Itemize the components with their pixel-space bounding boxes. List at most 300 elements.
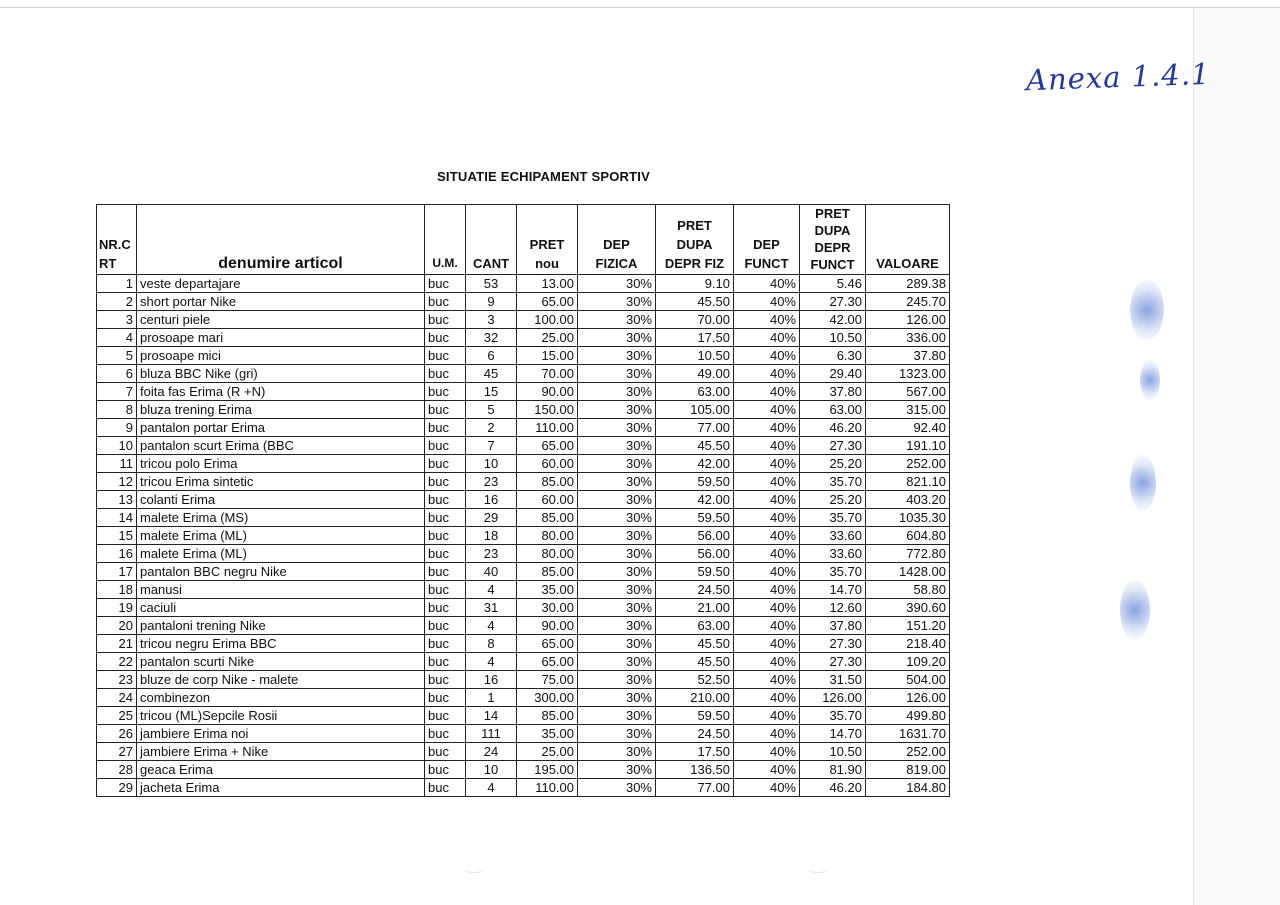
- equipment-table: [96, 204, 950, 797]
- row-pret-dupa-depr-fiz: 56.00: [656, 545, 734, 563]
- table-row: [97, 455, 950, 473]
- scan-margin-shade: [1194, 8, 1280, 905]
- row-nr: 27: [97, 743, 137, 761]
- row-pret-dupa-depr-funct: 33.60: [800, 545, 866, 563]
- row-um: buc: [425, 635, 466, 653]
- row-nr: 6: [97, 365, 137, 383]
- row-pret-dupa-depr-funct: 42.00: [800, 311, 866, 329]
- row-nr: 22: [97, 653, 137, 671]
- row-nr: 4: [97, 329, 137, 347]
- row-cant: 8: [466, 635, 517, 653]
- row-um: buc: [425, 455, 466, 473]
- row-pret-nou: 85.00: [517, 509, 578, 527]
- row-item-name: tricou negru Erima BBC: [137, 635, 425, 653]
- row-pret-dupa-depr-fiz: 63.00: [656, 383, 734, 401]
- row-valoare: 218.40: [866, 635, 950, 653]
- row-dep-fizica: 30%: [578, 365, 656, 383]
- row-nr: 5: [97, 347, 137, 365]
- row-nr: 24: [97, 689, 137, 707]
- row-dep-funct: 40%: [734, 617, 800, 635]
- header-pret-nou: PRET nou: [517, 205, 578, 275]
- row-cant: 111: [466, 725, 517, 743]
- row-pret-dupa-depr-fiz: 56.00: [656, 527, 734, 545]
- row-pret-nou: 80.00: [517, 545, 578, 563]
- row-valoare: 567.00: [866, 383, 950, 401]
- row-dep-fizica: 30%: [578, 617, 656, 635]
- table-row: [97, 617, 950, 635]
- row-pret-nou: 85.00: [517, 473, 578, 491]
- row-pret-dupa-depr-funct: 27.30: [800, 653, 866, 671]
- row-valoare: 289.38: [866, 275, 950, 293]
- row-pret-dupa-depr-funct: 25.20: [800, 491, 866, 509]
- row-um: buc: [425, 329, 466, 347]
- table-row: [97, 689, 950, 707]
- row-cant: 32: [466, 329, 517, 347]
- row-pret-nou: 85.00: [517, 563, 578, 581]
- row-dep-funct: 40%: [734, 491, 800, 509]
- row-valoare: 336.00: [866, 329, 950, 347]
- row-pret-dupa-depr-fiz: 136.50: [656, 761, 734, 779]
- row-pret-dupa-depr-funct: 37.80: [800, 617, 866, 635]
- row-dep-funct: 40%: [734, 725, 800, 743]
- row-um: buc: [425, 509, 466, 527]
- table-row: [97, 707, 950, 725]
- row-um: buc: [425, 347, 466, 365]
- table-row: [97, 761, 950, 779]
- row-dep-fizica: 30%: [578, 509, 656, 527]
- row-item-name: combinezon: [137, 689, 425, 707]
- row-valoare: 819.00: [866, 761, 950, 779]
- row-item-name: pantalon scurt Erima (BBC: [137, 437, 425, 455]
- table-row: [97, 635, 950, 653]
- row-pret-nou: 60.00: [517, 455, 578, 473]
- header-dep-fizica: DEP FIZICA: [578, 205, 656, 275]
- row-cant: 40: [466, 563, 517, 581]
- row-dep-funct: 40%: [734, 779, 800, 797]
- scan-page-edge: [1193, 8, 1194, 905]
- row-cant: 10: [466, 761, 517, 779]
- row-pret-nou: 100.00: [517, 311, 578, 329]
- header-pret-dupa-depr-funct: PRET DUPA DEPR FUNCT: [800, 205, 866, 275]
- row-nr: 26: [97, 725, 137, 743]
- table-row: [97, 653, 950, 671]
- table-row: [97, 743, 950, 761]
- row-cant: 9: [466, 293, 517, 311]
- row-nr: 7: [97, 383, 137, 401]
- row-dep-fizica: 30%: [578, 761, 656, 779]
- row-item-name: foita fas Erima (R +N): [137, 383, 425, 401]
- row-dep-fizica: 30%: [578, 779, 656, 797]
- row-nr: 19: [97, 599, 137, 617]
- row-dep-funct: 40%: [734, 761, 800, 779]
- row-item-name: pantalon scurti Nike: [137, 653, 425, 671]
- row-cant: 16: [466, 491, 517, 509]
- row-dep-fizica: 30%: [578, 563, 656, 581]
- row-pret-dupa-depr-fiz: 45.50: [656, 653, 734, 671]
- row-nr: 29: [97, 779, 137, 797]
- row-cant: 3: [466, 311, 517, 329]
- header-pret-dupa-depr-fiz: PRET DUPA DEPR FIZ: [656, 205, 734, 275]
- row-item-name: manusi: [137, 581, 425, 599]
- header-valoare: VALOARE: [866, 205, 950, 275]
- row-um: buc: [425, 473, 466, 491]
- row-item-name: jambiere Erima + Nike: [137, 743, 425, 761]
- row-valoare: 58.80: [866, 581, 950, 599]
- table-row: [97, 581, 950, 599]
- row-pret-dupa-depr-funct: 25.20: [800, 455, 866, 473]
- row-valoare: 403.20: [866, 491, 950, 509]
- row-cant: 14: [466, 707, 517, 725]
- row-pret-nou: 65.00: [517, 653, 578, 671]
- row-item-name: tricou Erima sintetic: [137, 473, 425, 491]
- row-cant: 10: [466, 455, 517, 473]
- row-pret-dupa-depr-fiz: 59.50: [656, 707, 734, 725]
- row-dep-funct: 40%: [734, 689, 800, 707]
- row-nr: 16: [97, 545, 137, 563]
- row-nr: 11: [97, 455, 137, 473]
- row-item-name: malete Erima (ML): [137, 545, 425, 563]
- row-pret-dupa-depr-funct: 63.00: [800, 401, 866, 419]
- table-row: [97, 419, 950, 437]
- row-valoare: 504.00: [866, 671, 950, 689]
- row-um: buc: [425, 779, 466, 797]
- row-um: buc: [425, 671, 466, 689]
- row-item-name: malete Erima (ML): [137, 527, 425, 545]
- row-valoare: 37.80: [866, 347, 950, 365]
- row-pret-dupa-depr-funct: 35.70: [800, 707, 866, 725]
- row-valoare: 1428.00: [866, 563, 950, 581]
- row-valoare: 1323.00: [866, 365, 950, 383]
- row-pret-dupa-depr-funct: 14.70: [800, 581, 866, 599]
- row-pret-nou: 15.00: [517, 347, 578, 365]
- row-pret-dupa-depr-fiz: 105.00: [656, 401, 734, 419]
- row-pret-dupa-depr-fiz: 49.00: [656, 365, 734, 383]
- header-nr: NR.C RT: [97, 205, 137, 275]
- row-valoare: 184.80: [866, 779, 950, 797]
- row-dep-fizica: 30%: [578, 653, 656, 671]
- row-pret-dupa-depr-fiz: 21.00: [656, 599, 734, 617]
- row-dep-fizica: 30%: [578, 455, 656, 473]
- row-dep-fizica: 30%: [578, 599, 656, 617]
- row-nr: 2: [97, 293, 137, 311]
- row-pret-nou: 25.00: [517, 743, 578, 761]
- row-item-name: prosoape mici: [137, 347, 425, 365]
- row-valoare: 191.10: [866, 437, 950, 455]
- row-nr: 8: [97, 401, 137, 419]
- row-dep-fizica: 30%: [578, 473, 656, 491]
- table-row: [97, 347, 950, 365]
- row-um: buc: [425, 293, 466, 311]
- row-nr: 28: [97, 761, 137, 779]
- row-um: buc: [425, 545, 466, 563]
- row-dep-fizica: 30%: [578, 293, 656, 311]
- row-dep-funct: 40%: [734, 311, 800, 329]
- table-row: [97, 329, 950, 347]
- row-nr: 12: [97, 473, 137, 491]
- scan-smudge: [806, 862, 830, 873]
- row-pret-nou: 35.00: [517, 725, 578, 743]
- row-pret-dupa-depr-fiz: 24.50: [656, 725, 734, 743]
- row-pret-dupa-depr-fiz: 63.00: [656, 617, 734, 635]
- table-row: [97, 509, 950, 527]
- row-pret-dupa-depr-funct: 5.46: [800, 275, 866, 293]
- table-row: [97, 383, 950, 401]
- row-dep-funct: 40%: [734, 347, 800, 365]
- row-pret-dupa-depr-funct: 46.20: [800, 419, 866, 437]
- table-row: [97, 473, 950, 491]
- row-pret-nou: 300.00: [517, 689, 578, 707]
- row-pret-nou: 75.00: [517, 671, 578, 689]
- row-dep-funct: 40%: [734, 581, 800, 599]
- row-item-name: bluza BBC Nike (gri): [137, 365, 425, 383]
- row-pret-nou: 65.00: [517, 293, 578, 311]
- row-dep-fizica: 30%: [578, 383, 656, 401]
- row-um: buc: [425, 419, 466, 437]
- row-pret-dupa-depr-funct: 27.30: [800, 437, 866, 455]
- row-nr: 1: [97, 275, 137, 293]
- row-cant: 6: [466, 347, 517, 365]
- row-cant: 29: [466, 509, 517, 527]
- row-um: buc: [425, 527, 466, 545]
- row-um: buc: [425, 707, 466, 725]
- table-row: [97, 563, 950, 581]
- row-valoare: 1631.70: [866, 725, 950, 743]
- row-nr: 23: [97, 671, 137, 689]
- header-cant: CANT: [466, 205, 517, 275]
- row-item-name: pantalon portar Erima: [137, 419, 425, 437]
- row-item-name: centuri piele: [137, 311, 425, 329]
- row-cant: 23: [466, 473, 517, 491]
- table-row: [97, 311, 950, 329]
- row-dep-fizica: 30%: [578, 311, 656, 329]
- row-pret-nou: 195.00: [517, 761, 578, 779]
- row-pret-dupa-depr-funct: 37.80: [800, 383, 866, 401]
- row-pret-dupa-depr-funct: 14.70: [800, 725, 866, 743]
- row-item-name: geaca Erima: [137, 761, 425, 779]
- table-row: [97, 527, 950, 545]
- row-dep-funct: 40%: [734, 635, 800, 653]
- row-nr: 10: [97, 437, 137, 455]
- table-row: [97, 599, 950, 617]
- row-um: buc: [425, 617, 466, 635]
- row-valoare: 252.00: [866, 743, 950, 761]
- row-cant: 7: [466, 437, 517, 455]
- row-pret-dupa-depr-fiz: 77.00: [656, 419, 734, 437]
- row-nr: 14: [97, 509, 137, 527]
- row-pret-nou: 85.00: [517, 707, 578, 725]
- row-dep-funct: 40%: [734, 707, 800, 725]
- table-row: [97, 545, 950, 563]
- row-dep-fizica: 30%: [578, 671, 656, 689]
- row-cant: 45: [466, 365, 517, 383]
- row-dep-fizica: 30%: [578, 635, 656, 653]
- row-um: buc: [425, 743, 466, 761]
- row-cant: 16: [466, 671, 517, 689]
- row-pret-nou: 110.00: [517, 419, 578, 437]
- row-dep-funct: 40%: [734, 365, 800, 383]
- row-cant: 2: [466, 419, 517, 437]
- row-valoare: 499.80: [866, 707, 950, 725]
- row-nr: 20: [97, 617, 137, 635]
- table-body: [97, 275, 950, 797]
- row-dep-funct: 40%: [734, 419, 800, 437]
- row-pret-dupa-depr-funct: 35.70: [800, 473, 866, 491]
- row-item-name: bluza trening Erima: [137, 401, 425, 419]
- table-row: [97, 779, 950, 797]
- row-dep-funct: 40%: [734, 275, 800, 293]
- row-pret-dupa-depr-funct: 10.50: [800, 329, 866, 347]
- row-pret-dupa-depr-fiz: 17.50: [656, 329, 734, 347]
- row-dep-funct: 40%: [734, 293, 800, 311]
- row-pret-dupa-depr-funct: 10.50: [800, 743, 866, 761]
- row-dep-fizica: 30%: [578, 437, 656, 455]
- row-dep-funct: 40%: [734, 383, 800, 401]
- row-dep-funct: 40%: [734, 455, 800, 473]
- row-pret-dupa-depr-funct: 6.30: [800, 347, 866, 365]
- row-dep-fizica: 30%: [578, 707, 656, 725]
- row-pret-dupa-depr-fiz: 59.50: [656, 563, 734, 581]
- row-pret-dupa-depr-funct: 35.70: [800, 509, 866, 527]
- row-pret-dupa-depr-fiz: 24.50: [656, 581, 734, 599]
- row-dep-funct: 40%: [734, 671, 800, 689]
- row-valoare: 772.80: [866, 545, 950, 563]
- row-um: buc: [425, 725, 466, 743]
- row-pret-nou: 30.00: [517, 599, 578, 617]
- row-pret-dupa-depr-funct: 46.20: [800, 779, 866, 797]
- row-pret-dupa-depr-fiz: 45.50: [656, 635, 734, 653]
- row-um: buc: [425, 653, 466, 671]
- row-valoare: 92.40: [866, 419, 950, 437]
- row-item-name: pantaloni trening Nike: [137, 617, 425, 635]
- header-um: U.M.: [425, 205, 466, 275]
- row-pret-nou: 60.00: [517, 491, 578, 509]
- row-dep-funct: 40%: [734, 653, 800, 671]
- row-item-name: pantalon BBC negru Nike: [137, 563, 425, 581]
- stamp-mark: [1120, 580, 1150, 640]
- row-nr: 25: [97, 707, 137, 725]
- row-pret-dupa-depr-fiz: 59.50: [656, 509, 734, 527]
- row-pret-dupa-depr-fiz: 52.50: [656, 671, 734, 689]
- row-pret-nou: 35.00: [517, 581, 578, 599]
- row-valoare: 109.20: [866, 653, 950, 671]
- row-nr: 17: [97, 563, 137, 581]
- row-pret-dupa-depr-funct: 81.90: [800, 761, 866, 779]
- row-valoare: 315.00: [866, 401, 950, 419]
- row-pret-dupa-depr-fiz: 210.00: [656, 689, 734, 707]
- header-denumire: denumire articol: [137, 205, 425, 275]
- row-um: buc: [425, 365, 466, 383]
- annex-handwritten-label: Anexa 1.4.1: [1025, 56, 1211, 98]
- row-pret-nou: 65.00: [517, 635, 578, 653]
- row-cant: 18: [466, 527, 517, 545]
- row-pret-dupa-depr-funct: 33.60: [800, 527, 866, 545]
- row-valoare: 821.10: [866, 473, 950, 491]
- row-um: buc: [425, 491, 466, 509]
- table-row: [97, 725, 950, 743]
- stamp-mark: [1130, 280, 1164, 340]
- row-cant: 4: [466, 779, 517, 797]
- row-valoare: 1035.30: [866, 509, 950, 527]
- row-pret-dupa-depr-fiz: 10.50: [656, 347, 734, 365]
- row-um: buc: [425, 599, 466, 617]
- row-pret-dupa-depr-funct: 35.70: [800, 563, 866, 581]
- row-um: buc: [425, 563, 466, 581]
- row-dep-funct: 40%: [734, 743, 800, 761]
- row-pret-dupa-depr-funct: 27.30: [800, 635, 866, 653]
- row-dep-fizica: 30%: [578, 275, 656, 293]
- row-item-name: colanti Erima: [137, 491, 425, 509]
- row-um: buc: [425, 383, 466, 401]
- row-item-name: malete Erima (MS): [137, 509, 425, 527]
- row-nr: 9: [97, 419, 137, 437]
- row-dep-funct: 40%: [734, 527, 800, 545]
- row-dep-fizica: 30%: [578, 581, 656, 599]
- row-pret-nou: 13.00: [517, 275, 578, 293]
- row-dep-fizica: 30%: [578, 725, 656, 743]
- row-dep-funct: 40%: [734, 509, 800, 527]
- row-cant: 23: [466, 545, 517, 563]
- row-cant: 24: [466, 743, 517, 761]
- row-pret-nou: 90.00: [517, 617, 578, 635]
- row-dep-fizica: 30%: [578, 347, 656, 365]
- row-pret-nou: 70.00: [517, 365, 578, 383]
- row-um: buc: [425, 275, 466, 293]
- row-pret-dupa-depr-fiz: 59.50: [656, 473, 734, 491]
- row-dep-funct: 40%: [734, 437, 800, 455]
- row-nr: 18: [97, 581, 137, 599]
- row-dep-funct: 40%: [734, 401, 800, 419]
- row-item-name: bluze de corp Nike - malete: [137, 671, 425, 689]
- table-row: [97, 437, 950, 455]
- table-row: [97, 275, 950, 293]
- row-valoare: 252.00: [866, 455, 950, 473]
- row-item-name: short portar Nike: [137, 293, 425, 311]
- row-dep-fizica: 30%: [578, 401, 656, 419]
- row-pret-dupa-depr-funct: 29.40: [800, 365, 866, 383]
- row-dep-funct: 40%: [734, 329, 800, 347]
- row-item-name: prosoape mari: [137, 329, 425, 347]
- row-pret-nou: 150.00: [517, 401, 578, 419]
- row-pret-dupa-depr-funct: 12.60: [800, 599, 866, 617]
- row-pret-nou: 90.00: [517, 383, 578, 401]
- row-item-name: jacheta Erima: [137, 779, 425, 797]
- row-cant: 5: [466, 401, 517, 419]
- row-pret-dupa-depr-funct: 126.00: [800, 689, 866, 707]
- row-dep-funct: 40%: [734, 473, 800, 491]
- row-um: buc: [425, 689, 466, 707]
- row-item-name: tricou polo Erima: [137, 455, 425, 473]
- table-row: [97, 365, 950, 383]
- row-dep-fizica: 30%: [578, 743, 656, 761]
- row-dep-fizica: 30%: [578, 527, 656, 545]
- row-um: buc: [425, 581, 466, 599]
- row-valoare: 390.60: [866, 599, 950, 617]
- row-pret-dupa-depr-funct: 27.30: [800, 293, 866, 311]
- row-um: buc: [425, 311, 466, 329]
- header-dep-funct: DEP FUNCT: [734, 205, 800, 275]
- row-um: buc: [425, 401, 466, 419]
- row-nr: 13: [97, 491, 137, 509]
- row-cant: 1: [466, 689, 517, 707]
- row-pret-dupa-depr-fiz: 9.10: [656, 275, 734, 293]
- row-dep-fizica: 30%: [578, 419, 656, 437]
- row-pret-nou: 65.00: [517, 437, 578, 455]
- row-cant: 4: [466, 617, 517, 635]
- row-pret-dupa-depr-fiz: 42.00: [656, 491, 734, 509]
- row-valoare: 604.80: [866, 527, 950, 545]
- row-valoare: 245.70: [866, 293, 950, 311]
- row-valoare: 126.00: [866, 689, 950, 707]
